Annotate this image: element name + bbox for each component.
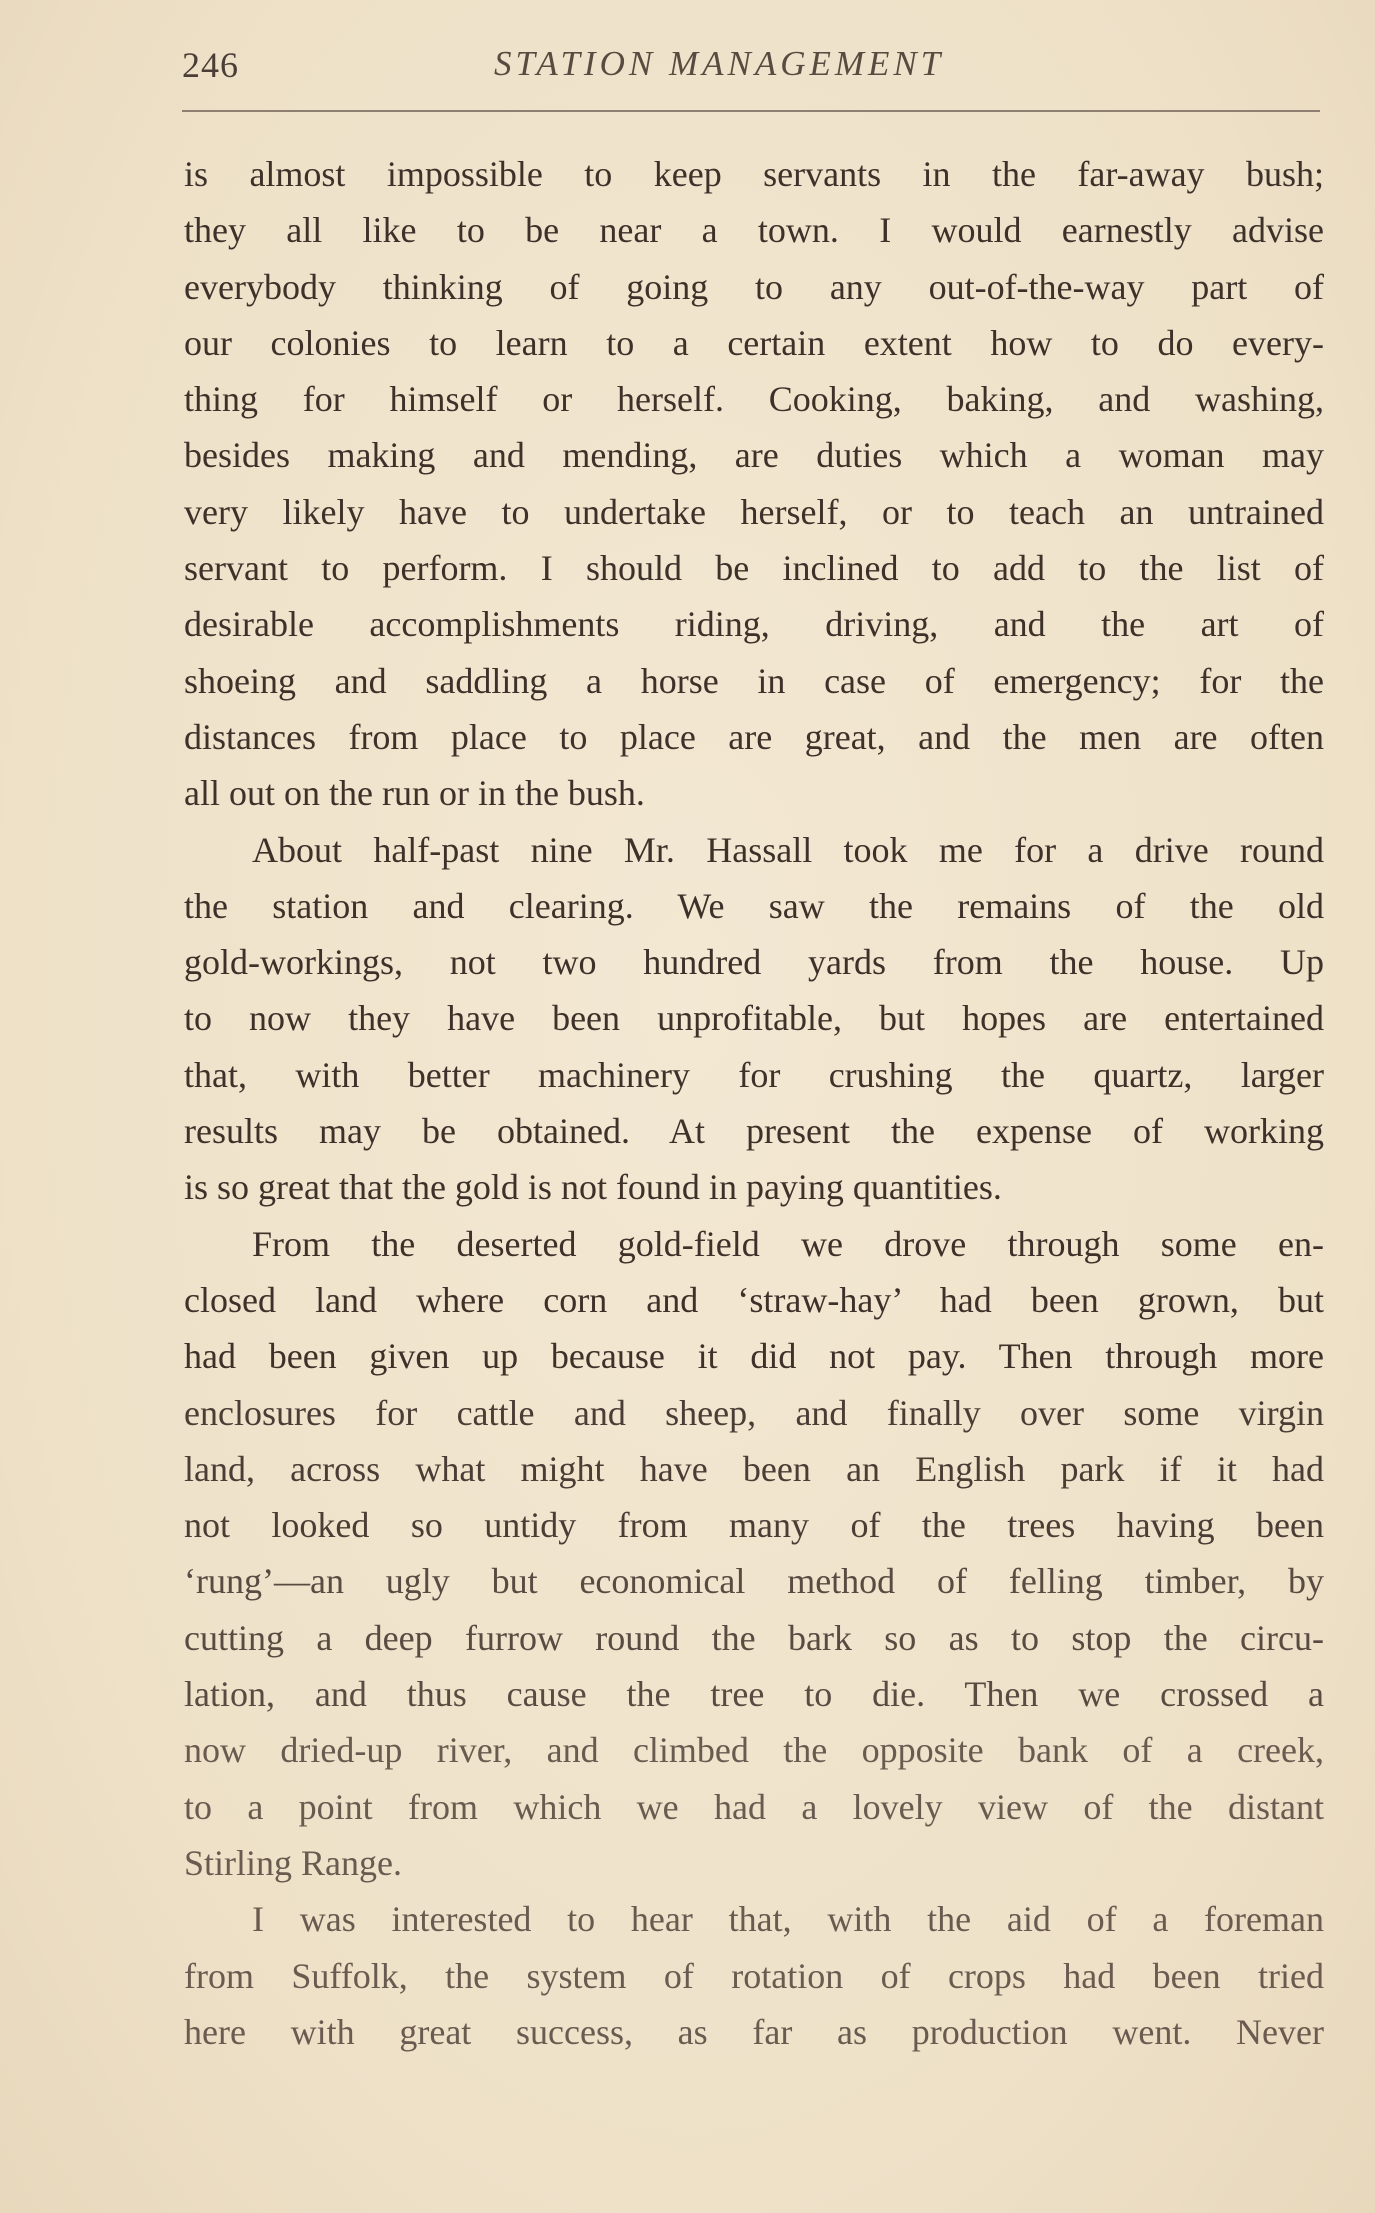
text-line: enclosures for cattle and sheep, and finally over some virgin	[184, 1392, 1324, 1433]
text-line: lation, and thus cause the tree to die. Then we crossed a	[184, 1674, 1324, 1715]
text-line: to a point from which we had a lovely view of the distant	[184, 1786, 1324, 1827]
text-line: besides making and mending, are duties which a woman may	[184, 435, 1324, 476]
text-line: is almost impossible to keep servants in the far-away bush;	[184, 154, 1324, 194]
body-text	[184, 146, 1324, 2060]
text-line: land, across what might have been an English park if it had	[184, 1448, 1324, 1489]
text-line: closed land where corn and ‘straw-hay’ had been grown, but	[184, 1279, 1324, 1320]
header-rule	[182, 110, 1320, 112]
text-line: not looked so untidy from many of the trees having been	[184, 1505, 1324, 1546]
text-line: shoeing and saddling a horse in case of emergency; for the	[184, 660, 1324, 701]
text-line: ‘rung’—an ugly but economical method of felling timber, by	[184, 1561, 1324, 1602]
text-line: they all like to be near a town. I would earnestly advise	[184, 210, 1324, 251]
paragraph-end-line: is so great that the gold is not found in paying quantities.	[184, 1167, 1002, 1208]
text-line: desirable accomplishments riding, driving, and the art of	[184, 604, 1324, 645]
paragraph-end-line: all out on the run or in the bush.	[184, 773, 645, 814]
text-line: results may be obtained. At present the expense of working	[184, 1111, 1324, 1152]
paragraph-start-line: About half-past nine Mr. Hassall took me for a drive round	[252, 829, 1324, 870]
paragraph-start-line: From the deserted gold-field we drove through some en-	[252, 1223, 1324, 1264]
text-line: that, with better machinery for crushing the quartz, larger	[184, 1054, 1324, 1095]
text-line: distances from place to place are great, and the men are often	[184, 716, 1324, 757]
paragraph-start-line: I was interested to hear that, with the aid of a foreman	[252, 1899, 1324, 1940]
text-line: had been given up because it did not pay. Then through more	[184, 1336, 1324, 1377]
paragraph-end-line: Stirling Range.	[184, 1842, 402, 1883]
text-line: cutting a deep furrow round the bark so as to stop the circu-	[184, 1617, 1324, 1658]
text-line: the station and clearing. We saw the remains of the old	[184, 885, 1324, 926]
text-line: thing for himself or herself. Cooking, baking, and washing,	[184, 379, 1324, 420]
running-title: STATION MANAGEMENT	[494, 44, 945, 83]
text-line: gold-workings, not two hundred yards from the house. Up	[184, 942, 1324, 983]
text-line: here with great success, as far as production went. Never	[184, 2011, 1324, 2052]
page-header	[182, 44, 1322, 92]
text-line: everybody thinking of going to any out-of-the-way part of	[184, 266, 1324, 307]
page-number: 246	[182, 45, 239, 85]
text-line: to now they have been unprofitable, but hopes are entertained	[184, 998, 1324, 1039]
text-line: now dried-up river, and climbed the opposite bank of a creek,	[184, 1730, 1324, 1771]
text-line: our colonies to learn to a certain extent how to do every-	[184, 322, 1324, 363]
text-line: very likely have to undertake herself, or to teach an untrained	[184, 491, 1324, 532]
text-line: from Suffolk, the system of rotation of crops had been tried	[184, 1955, 1324, 1996]
text-line: servant to perform. I should be inclined to add to the list of	[184, 548, 1324, 589]
